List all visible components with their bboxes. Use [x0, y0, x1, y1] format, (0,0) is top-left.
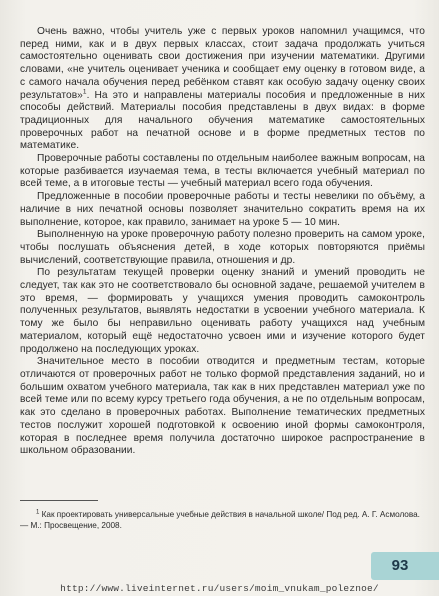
paragraph-1	[20, 26, 425, 153]
paragraph-6: Значительное место в пособии отводится и предметным тестам, которые отличаются от проверочных работ не только формой представления заданий, но и большим охватом учебного материала, так как в них представлен материал уже по всей теме или по всему курсу третьего года обучения, а не по отдельным вопросам, как это сделано в проверочных работах. Выполнение тематических предметных тестов послужит хорошей подготовкой к освоению иной формы самоконтроля, которая в последнее время получила достаточно широкое распространение в школьном образовании.	[20, 356, 425, 457]
paragraph-5: По результатам текущей проверки оценку знаний и умений проводить не следует, так как это не соответствовало бы основной задаче, решаемой учителем в это время, — формировать у учащихся умения проводить самоконтроль полученных результатов, выявлять недостатки в усвоении учебного материала. К тому же было бы неправильно оценивать работу учащихся над учебным материалом, который ещё недостаточно усвоен ими и изучение которого будет продолжено на последующих уроках.	[20, 267, 425, 355]
footnote-text: Как проектировать универсальные учебные действия в начальной школе/ Под ред. А. Г. Асмолова. — М.: Просвещение, 2008.	[20, 510, 420, 530]
footnote	[20, 509, 420, 531]
paragraph-4: Выполненную на уроке проверочную работу полезно проверить на самом уроке, чтобы послушать объяснения детей, в ходе которых повторяются приёмы вычислений, соответствующие правила, отношения и др.	[20, 229, 425, 266]
paragraph-3: Предложенные в пособии проверочные работы и тесты невелики по объёму, а наличие в них печатной основы позволяет значительно сократить время на их выполнение, которое, как правило, занимает на уроке 5 — 10 мин.	[20, 191, 425, 228]
footnote-divider	[20, 500, 98, 501]
footnote-reference: 1	[82, 88, 87, 96]
page-number: 93	[391, 557, 409, 574]
paragraph-1-text: Очень важно, чтобы учитель уже с первых уроков напомнил учащимся, что перед ними, как и в двух первых классах, стоит задача продолжать учиться самостоятельно оценивать свои достижения при изучении математики. Другими словами, «не учитель оценивает ученика и сообщает ему оценку в готовом виде, а с самого начала обучения перед ребёнком ставят как особую задачу оценку своих результатов»	[20, 26, 425, 101]
footnote-mark: 1	[36, 509, 40, 516]
paragraph-2: Проверочные работы составлены по отдельным наиболее важным вопросам, на которые разбивается изучаемая тема, в тесты включается учебный материал по всей теме, а в итоговые тесты — учебный материал всего года обучения.	[20, 153, 425, 190]
paragraph-1-tail: . На это и направлены материалы пособия и предложенные в них способы действий. Материалы пособия представлены в двух видах: в форме традиционных для начального обучения математике самостоятельных проверочных работ на печатной основе и в форме предметных тестов по математике.	[20, 89, 425, 152]
watermark-url: http://www.liveinternet.ru/users/moim_vnukam_poleznoe/	[60, 583, 379, 594]
main-text	[20, 26, 425, 458]
